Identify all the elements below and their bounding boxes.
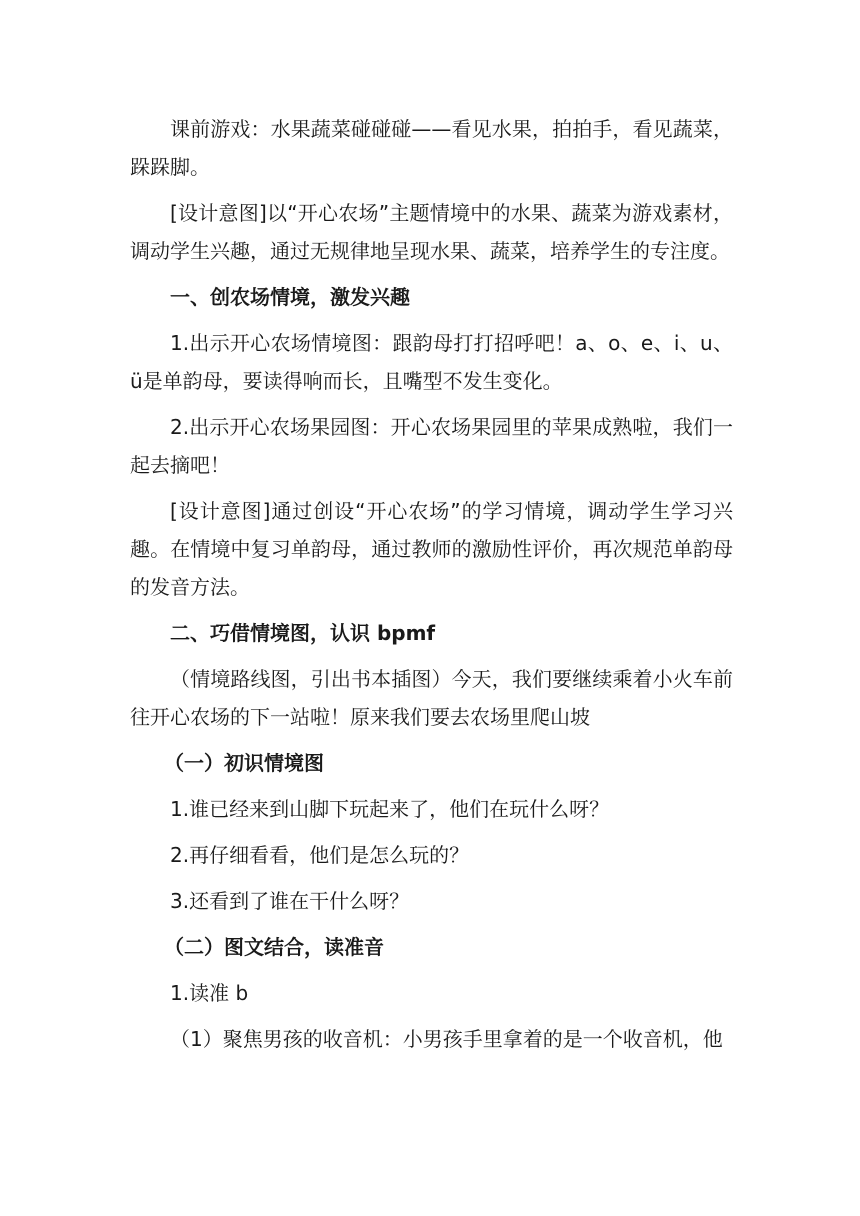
section-heading-1: 一、创农场情境，激发兴趣 bbox=[170, 285, 410, 309]
read-b-item: 1.读准 b bbox=[170, 981, 249, 1005]
design-intent-paragraph-1: [设计意图]以“开心农场”主题情境中的水果、蔬菜为游戏素材，调动学生兴趣，通过无规律地呈现水果、蔬菜，培养学生的专注度。 bbox=[130, 201, 733, 263]
pre-class-game-paragraph: 课前游戏：水果蔬菜碰碰碰——看见水果，拍拍手，看见蔬菜，跺跺脚。 bbox=[130, 117, 733, 179]
route-map-paragraph: （情境路线图，引出书本插图）今天，我们要继续乘着小火车前往开心农场的下一站啦！原来我们要去农场里爬山坡 bbox=[130, 667, 733, 729]
radio-focus-paragraph: （1）聚焦男孩的收音机：小男孩手里拿着的是一个收音机，他 bbox=[170, 1027, 723, 1051]
section1-item-2: 2.出示开心农场果园图：开心农场果园里的苹果成熟啦，我们一起去摘吧！ bbox=[130, 415, 733, 477]
subsection-heading-2: （二）图文结合，读准音 bbox=[164, 935, 384, 959]
question-2: 2.再仔细看看，他们是怎么玩的？ bbox=[170, 843, 470, 867]
design-intent-paragraph-2: [设计意图]通过创设“开心农场”的学习情境，调动学生学习兴趣。在情境中复习单韵母，通过教师的激励性评价，再次规范单韵母的发音方法。 bbox=[130, 499, 733, 599]
section-heading-2: 二、巧借情境图，认识 bpmf bbox=[170, 621, 436, 645]
subsection-heading-1: （一）初识情境图 bbox=[164, 751, 324, 775]
section1-item-1: 1.出示开心农场情境图：跟韵母打打招呼吧！a、o、e、i、u、ü是单韵母，要读得响而长，且嘴型不发生变化。 bbox=[130, 331, 733, 393]
question-3: 3.还看到了谁在干什么呀？ bbox=[170, 889, 410, 913]
document-body bbox=[130, 110, 733, 1066]
question-1: 1.谁已经来到山脚下玩起来了，他们在玩什么呀？ bbox=[170, 797, 610, 821]
